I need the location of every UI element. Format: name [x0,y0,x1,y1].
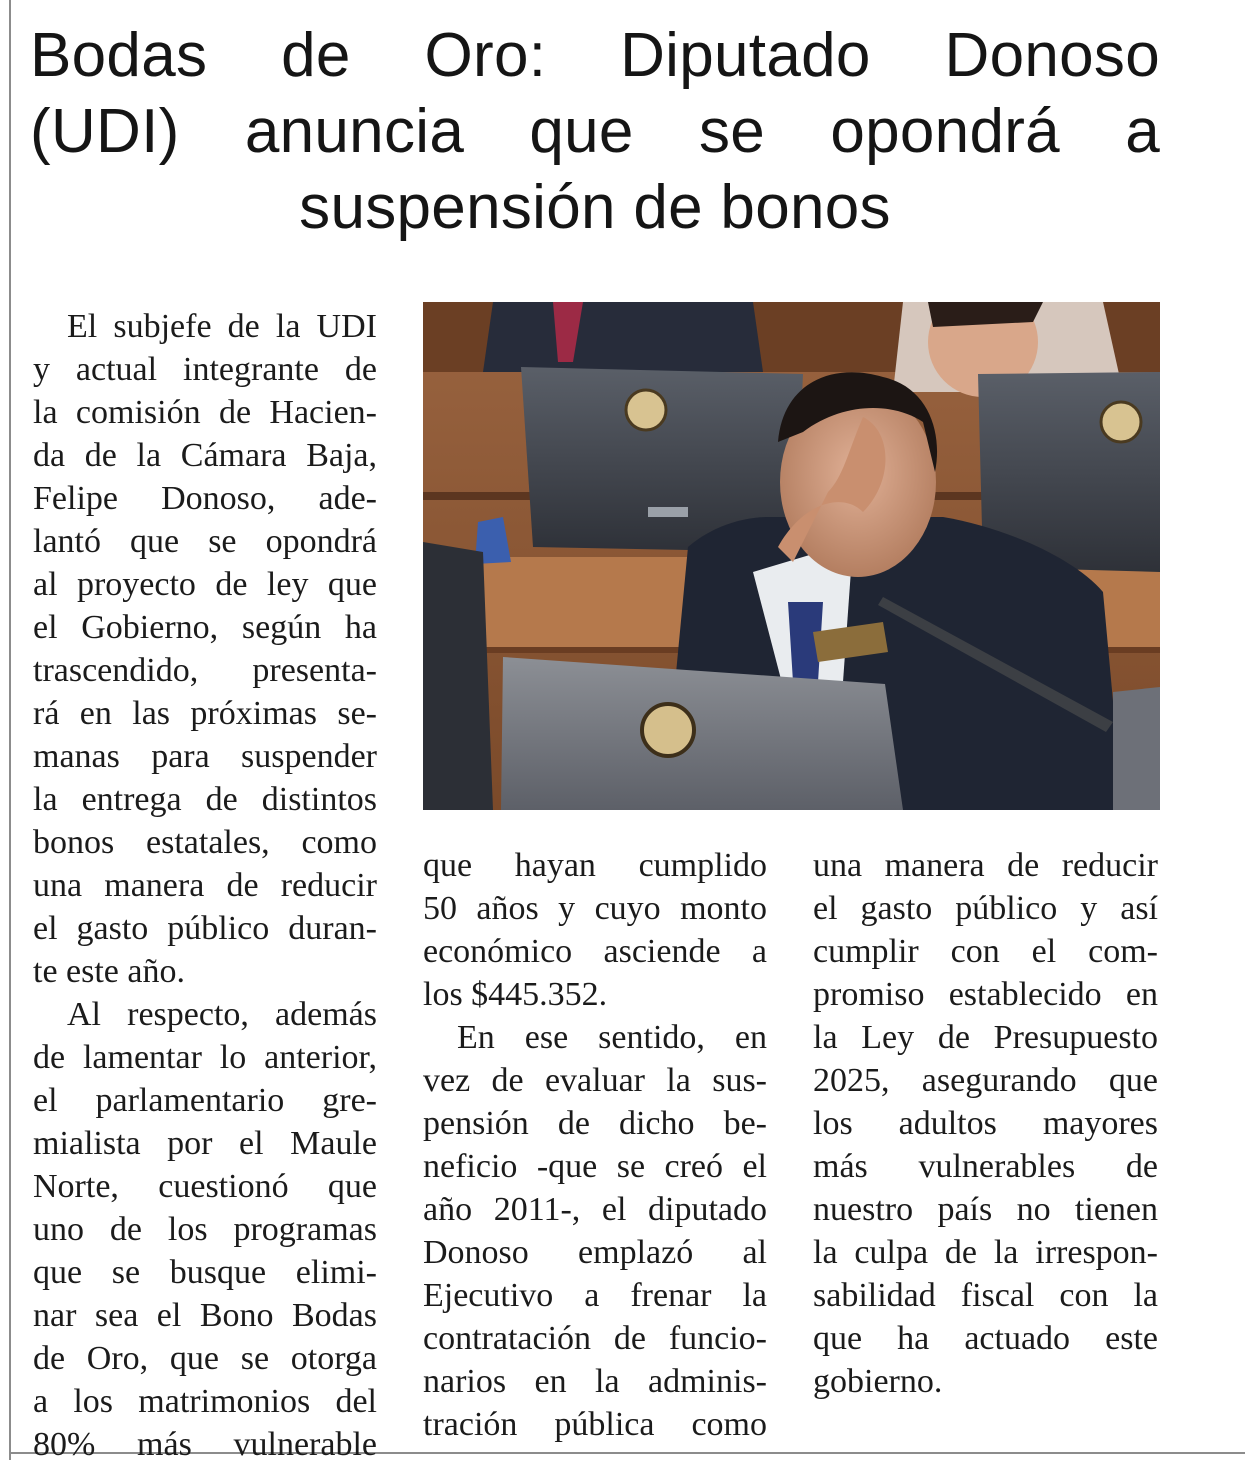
text-line: la comisión de Hacien- [33,394,377,431]
text-line: pensión de dicho be- [423,1105,767,1142]
paragraph-3 [423,1016,767,1446]
text-line: los $445.352. [423,976,608,1013]
text-line: cumplir con el com- [813,933,1158,970]
page-border-left [9,0,11,1460]
paragraph-3-cont [813,844,1158,1403]
text-line: gobierno. [813,1363,943,1400]
text-line: que se busque elimi- [33,1254,377,1291]
article-column-2 [423,844,767,1446]
text-line: El subjefe de la UDI [67,308,377,345]
text-line: 50 años y cuyo monto [423,890,767,927]
text-line: el gasto público duran- [33,910,377,947]
text-line: vez de evaluar la sus- [423,1062,767,1099]
text-line: Donoso emplazó al [423,1234,767,1271]
text-line: de lamentar lo anterior, [33,1039,377,1076]
article-column-3 [813,844,1158,1403]
text-line: al proyecto de ley que [33,566,377,603]
text-line: que ha actuado este [813,1320,1158,1357]
text-line: Norte, cuestionó que [33,1168,377,1205]
text-line: Felipe Donoso, ade- [33,480,377,517]
paragraph-1 [33,305,377,993]
text-line: el parlamentario gre- [33,1082,377,1119]
article-photo [423,302,1160,810]
text-line: una manera de reducir [813,847,1158,884]
text-line: contratación de funcio- [423,1320,767,1357]
text-line: nar sea el Bono Bodas [33,1297,377,1334]
text-line: rá en las próximas se- [33,695,377,732]
paragraph-2-cont [423,844,767,1016]
text-line: manas para suspender [33,738,377,775]
article-column-1 [33,305,377,1466]
text-line: Ejecutivo a frenar la [423,1277,767,1314]
text-line: y actual integrante de [33,351,377,388]
text-line: bonos estatales, como [33,824,377,861]
text-line: trascendido, presenta- [33,652,377,689]
text-line: da de la Cámara Baja, [33,437,377,474]
text-line: neficio -que se creó el [423,1148,767,1185]
headline-line-1: Bodas de Oro: Diputado Donoso [30,21,1160,90]
text-line: el Gobierno, según ha [33,609,377,646]
text-line: tración pública como [423,1406,767,1443]
text-line: uno de los programas [33,1211,377,1248]
text-line: sabilidad fiscal con la [813,1277,1158,1314]
text-line: la Ley de Presupuesto [813,1019,1158,1056]
text-line: 2025, asegurando que [813,1062,1158,1099]
text-line: el gasto público y así [813,890,1158,927]
headline [30,18,1160,246]
text-line: 80% más vulnerable [33,1426,377,1463]
text-line: los adultos mayores [813,1105,1158,1142]
text-line: narios en la adminis- [423,1363,767,1400]
headline-line-2: (UDI) anuncia que se opondrá a [30,97,1160,166]
text-line: de Oro, que se otorga [33,1340,377,1377]
text-line: En ese sentido, en [457,1019,767,1056]
headline-line-3: suspensión de bonos [299,173,891,242]
text-line: nuestro país no tienen [813,1191,1158,1228]
text-line: económico asciende a [423,933,767,970]
text-line: más vulnerables de [813,1148,1158,1185]
text-line: mialista por el Maule [33,1125,377,1162]
text-line: lantó que se opondrá [33,523,377,560]
text-line: la entrega de distintos [33,781,377,818]
text-line: te este año. [33,953,185,990]
text-line: a los matrimonios del [33,1383,377,1420]
text-line: Al respecto, además [67,996,377,1033]
text-line: una manera de reducir [33,867,377,904]
text-line: promiso establecido en [813,976,1158,1013]
text-line: año 2011-, el diputado [423,1191,767,1228]
paragraph-2 [33,993,377,1466]
text-line: que hayan cumplido [423,847,767,884]
text-line: la culpa de la irrespon- [813,1234,1158,1271]
